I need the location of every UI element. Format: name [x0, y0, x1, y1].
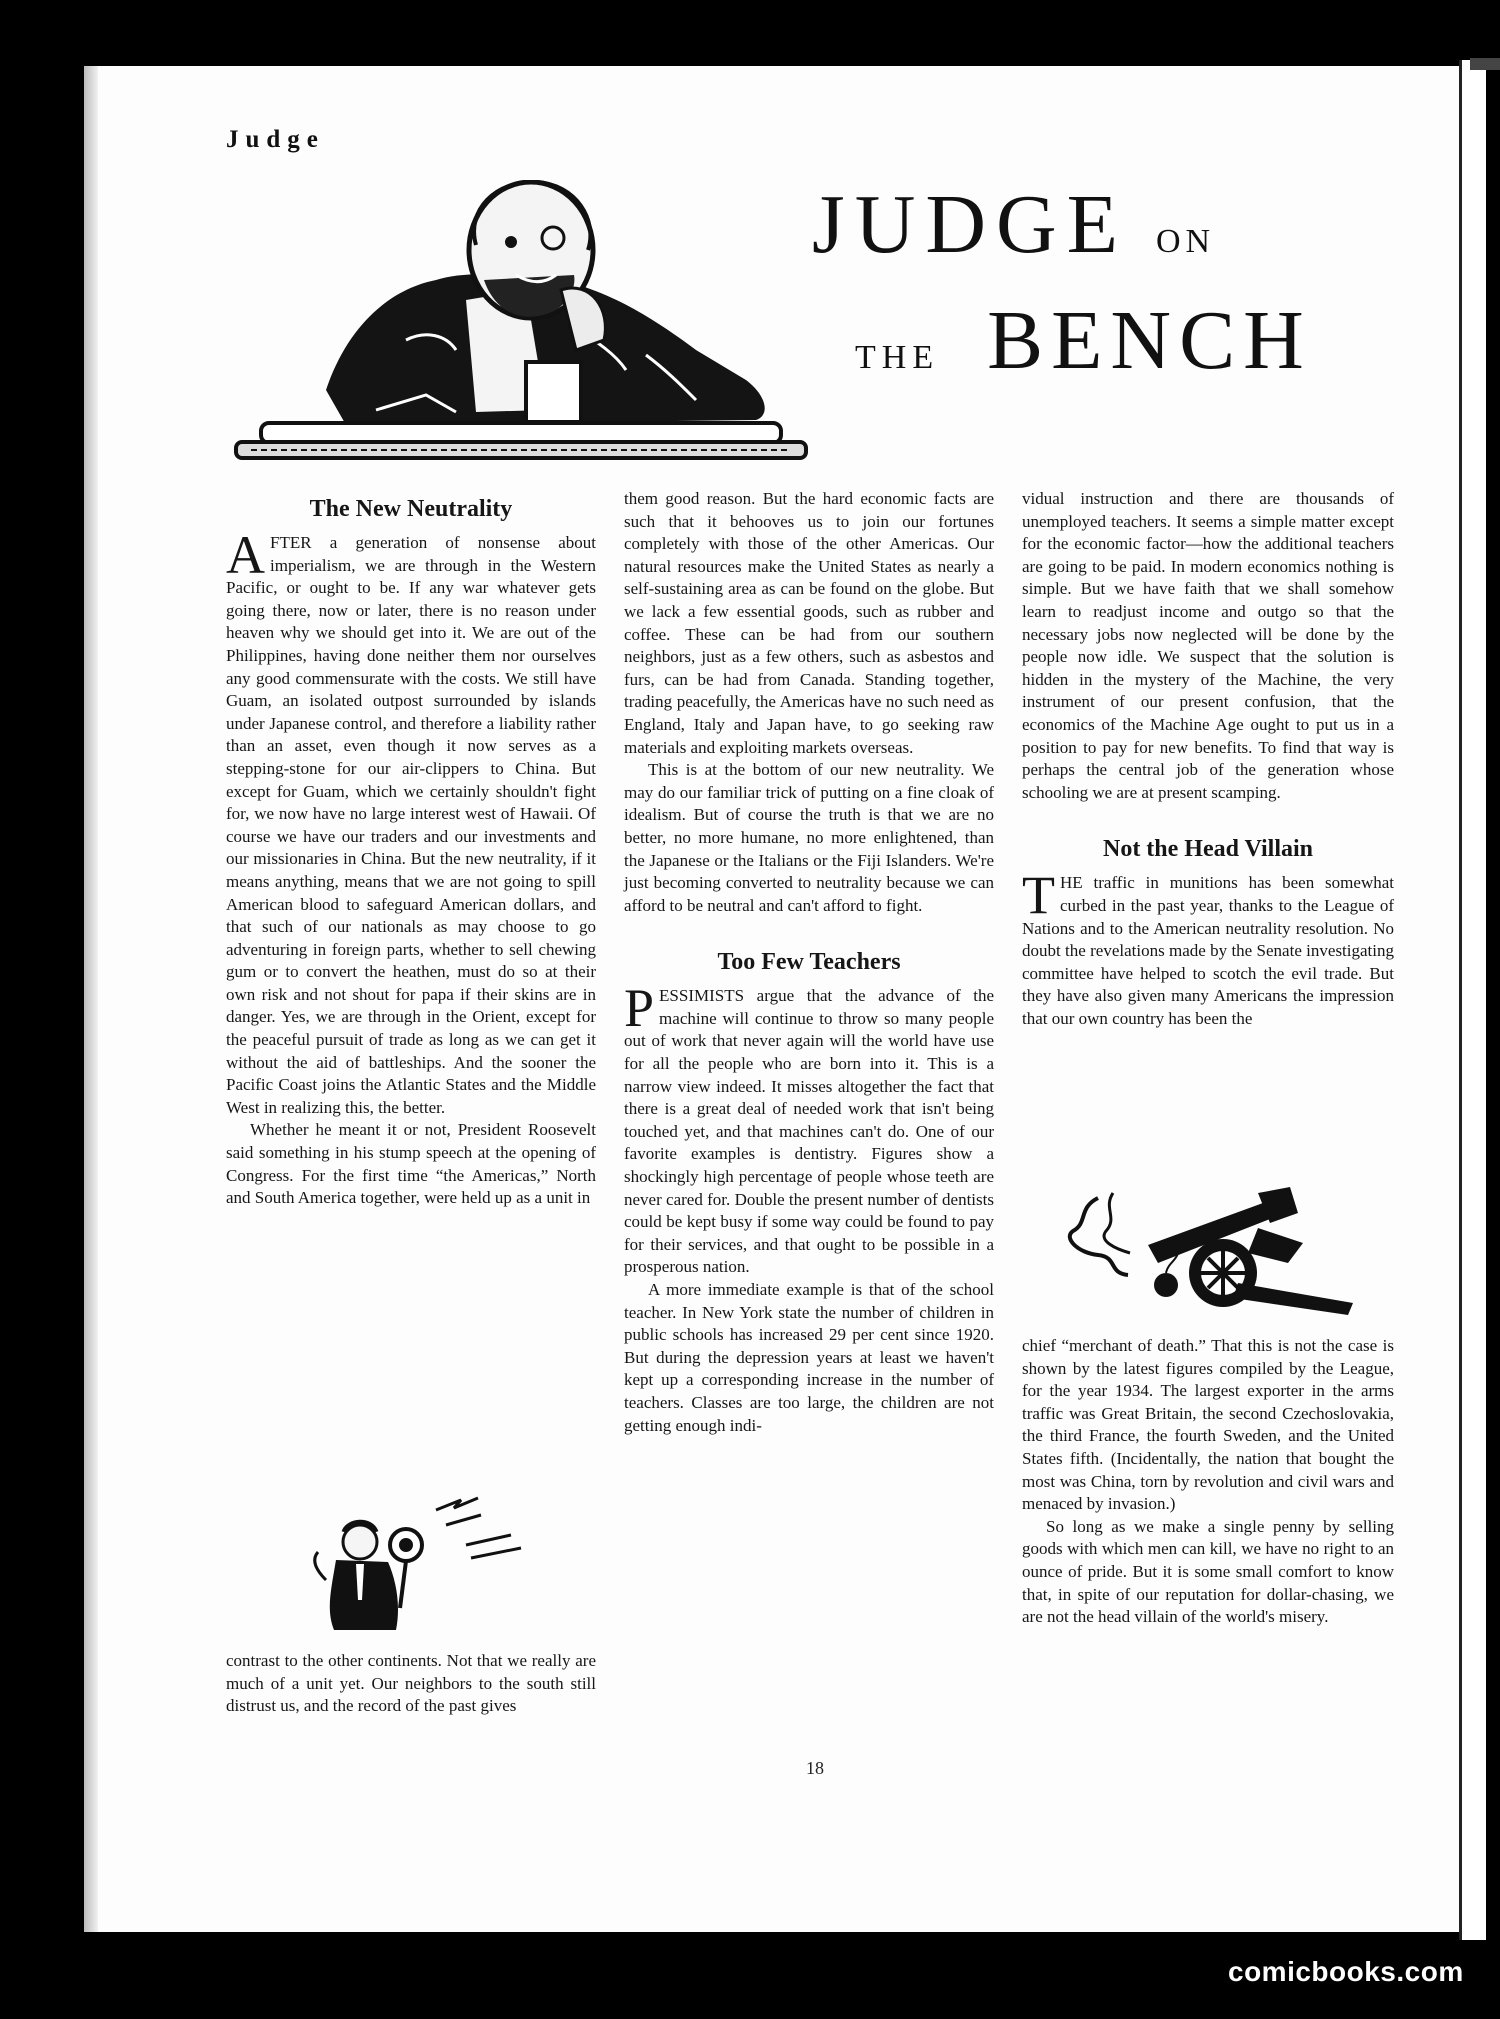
villain-paragraph-1 [1022, 865, 1394, 1030]
column-1-top [226, 494, 596, 1210]
column-3-bottom [1022, 1335, 1394, 1629]
neutrality-paragraph-1-text: FTER a generation of nonsense about imperialism, we are through in the Western Pacific, or ought to be. If any war whatever gets going there, now or later, there is no reason under heaven why we should get into it. We are out of the Philippines, having done neither them nor ourselves any good commensurate with the costs. We still have Guam, an isolated outpost surrounded by islands under Japanese control, and therefore a liability rather than an asset, even though it now serves as a stepping-stone for our air-clippers to China. But except for Guam, which we certainly shouldn't fight for, we now have no large interest west of Hawaii. Of course we have our traders and our investments and our missionaries in China. But the new neutrality, if it means anything, means that we are not going to spill American blood to safeguard American dollars, and that such of our nationals as may choose to go adventuring in foreign parts, whether to sell chewing gum or to convert the heathen, must do so at their own risk and not shout for papa if their skins are in danger. Yes, we are through in the Orient, except for the peaceful pursuit of trade as long as we can get it without the aid of battleships. And the sooner the Pacific Coast joins the Atlantic States and the Middle West in realizing this, the better. [226, 533, 596, 1117]
heading-too-few-teachers: Too Few Teachers [717, 949, 901, 976]
villain-paragraph-1-text: HE traffic in munitions has been somewhat curbed in the past year, thanks to the League of Nations and to the American neutrality resolution. No doubt the revelations made by the Senate investigating committee have helped to scotch the evil trade. But they have also given many Americans the impression that our own country has been the [1022, 873, 1394, 1028]
title-word-the: THE [855, 339, 940, 376]
teachers-paragraph-1 [624, 978, 994, 1279]
judge-illustration-icon [226, 180, 816, 470]
title-word-bench: BENCH [987, 294, 1312, 387]
column-1-bottom [226, 1650, 596, 1718]
teachers-paragraph-1-text: ESSIMISTS argue that the advance of the machine will continue to throw so many people out of work that never again will the world have use for all the people who are born into it. This is a narrow view indeed. It misses altogether the fact that there is a great deal of needed work that isn't being touched yet, and that machines can't do. One of our favorite examples is dentistry. Figures show a shockingly high percentage of people whose teeth are never cared for. Double the present number of dentists could be kept busy if some way could be found to pay for their services, and that ought to be possible in a prosperous nation. [624, 986, 994, 1277]
drop-cap: P [624, 978, 655, 1039]
cannon-illustration-icon [1058, 1183, 1362, 1323]
drop-cap: A [226, 525, 265, 585]
site-watermark: comicbooks.com [1228, 1956, 1464, 1987]
teachers-paragraph-2-col3: vidual instruction and there are thousands of unemployed teachers. It seems a simple matter except for the economic factor—how the additional teachers are going to be paid. In modern economics nothing is simple. But we have faith that we shall somehow learn to readjust income and outgo so that the necessary jobs now neglected will be done by the people now idle. We suspect that the solution is hidden in the mystery of the Machine, the very instrument of our present confusion, that the economics of the Machine Age ought to put us in a position to pay for new benefits. To find that way is perhaps the central job of the generation whose schooling we are at present scamping. [1022, 489, 1394, 802]
column-3-top [1022, 488, 1394, 1030]
villain-paragraph-1-continued: chief “merchant of death.” That this is not the case is shown by the latest figures compiled by the League, for the year 1934. The largest exporter in the arms traffic was Great Britain, the second Czechoslovakia, the third France, the fourth Sweden, and the United States fifth. (Incidentally, the nation that bought the most was China, torn by revolution and civil wars and menaced by invasion.) [1022, 1336, 1394, 1514]
neutrality-paragraph-2-col2: them good reason. But the hard economic facts are such that it behooves us to join our fortunes completely with those of the other Americas. Our natural resources make the United States as nearly a self-sustaining area as can be found on the globe. But we lack a few essential goods, such as rubber and coffee. These can be had from our southern neighbors, just as a few others, such as asbestos and furs, can be had from Canada. Standing together, trading peacefully, the Americas have no such need as England, Italy and Japan have, to go seeking raw materials and exploiting markets overseas. [624, 489, 994, 757]
running-header: Judge [226, 126, 325, 153]
neutrality-paragraph-1 [226, 525, 596, 1119]
article-title-line-2 [855, 292, 1312, 389]
drop-cap: T [1022, 865, 1055, 926]
adjacent-page-edge [1470, 58, 1500, 70]
page-spine [1459, 60, 1486, 1940]
column-2 [624, 488, 994, 1437]
neutrality-paragraph-2: Whether he meant it or not, President Roosevelt said something in his stump speech at the opening of Congress. For the first time “the Americas,” North and South America together, were held up as a unit in [226, 1120, 596, 1208]
neutrality-paragraph-2-continued: contrast to the other continents. Not that we really are much of a unit yet. Our neighbors to the south still distrust us, and the record of the past gives [226, 1651, 596, 1716]
radio-speaker-illustration-icon [296, 1490, 536, 1630]
teachers-paragraph-2: A more immediate example is that of the school teacher. In New York state the number of children in public schools has increased 29 per cent since 1920. But during the depression years at least we haven't kept up a corresponding increase in the number of teachers. Classes are too large, the children are not getting enough indi- [624, 1280, 994, 1435]
title-word-on: ON [1156, 223, 1216, 260]
heading-new-neutrality: The New Neutrality [309, 496, 513, 522]
page-number: 18 [806, 1758, 824, 1778]
villain-paragraph-2: So long as we make a single penny by selling goods with which men can kill, we have no right to an ounce of pride. But it is some small comfort to know that, in spite of our reputation for dollar-chasing, we are not the head villain of the world's misery. [1022, 1516, 1394, 1627]
neutrality-paragraph-3: This is at the bottom of our new neutrality. We may do our familiar trick of putting on a fine cloak of idealism. But of course the truth is that we are no better, no more humane, no more enlightened, than the Japanese or the Italians or the Fiji Islanders. We're just becoming converted to neutrality because we can afford to be neutral and can't afford to fight. [624, 760, 994, 915]
heading-not-the-head-villain: Not the Head Villain [1102, 836, 1313, 863]
article-title-line-1 [812, 176, 1215, 273]
page-edge-shadow [84, 66, 98, 1932]
title-word-judge: JUDGE [812, 178, 1128, 271]
